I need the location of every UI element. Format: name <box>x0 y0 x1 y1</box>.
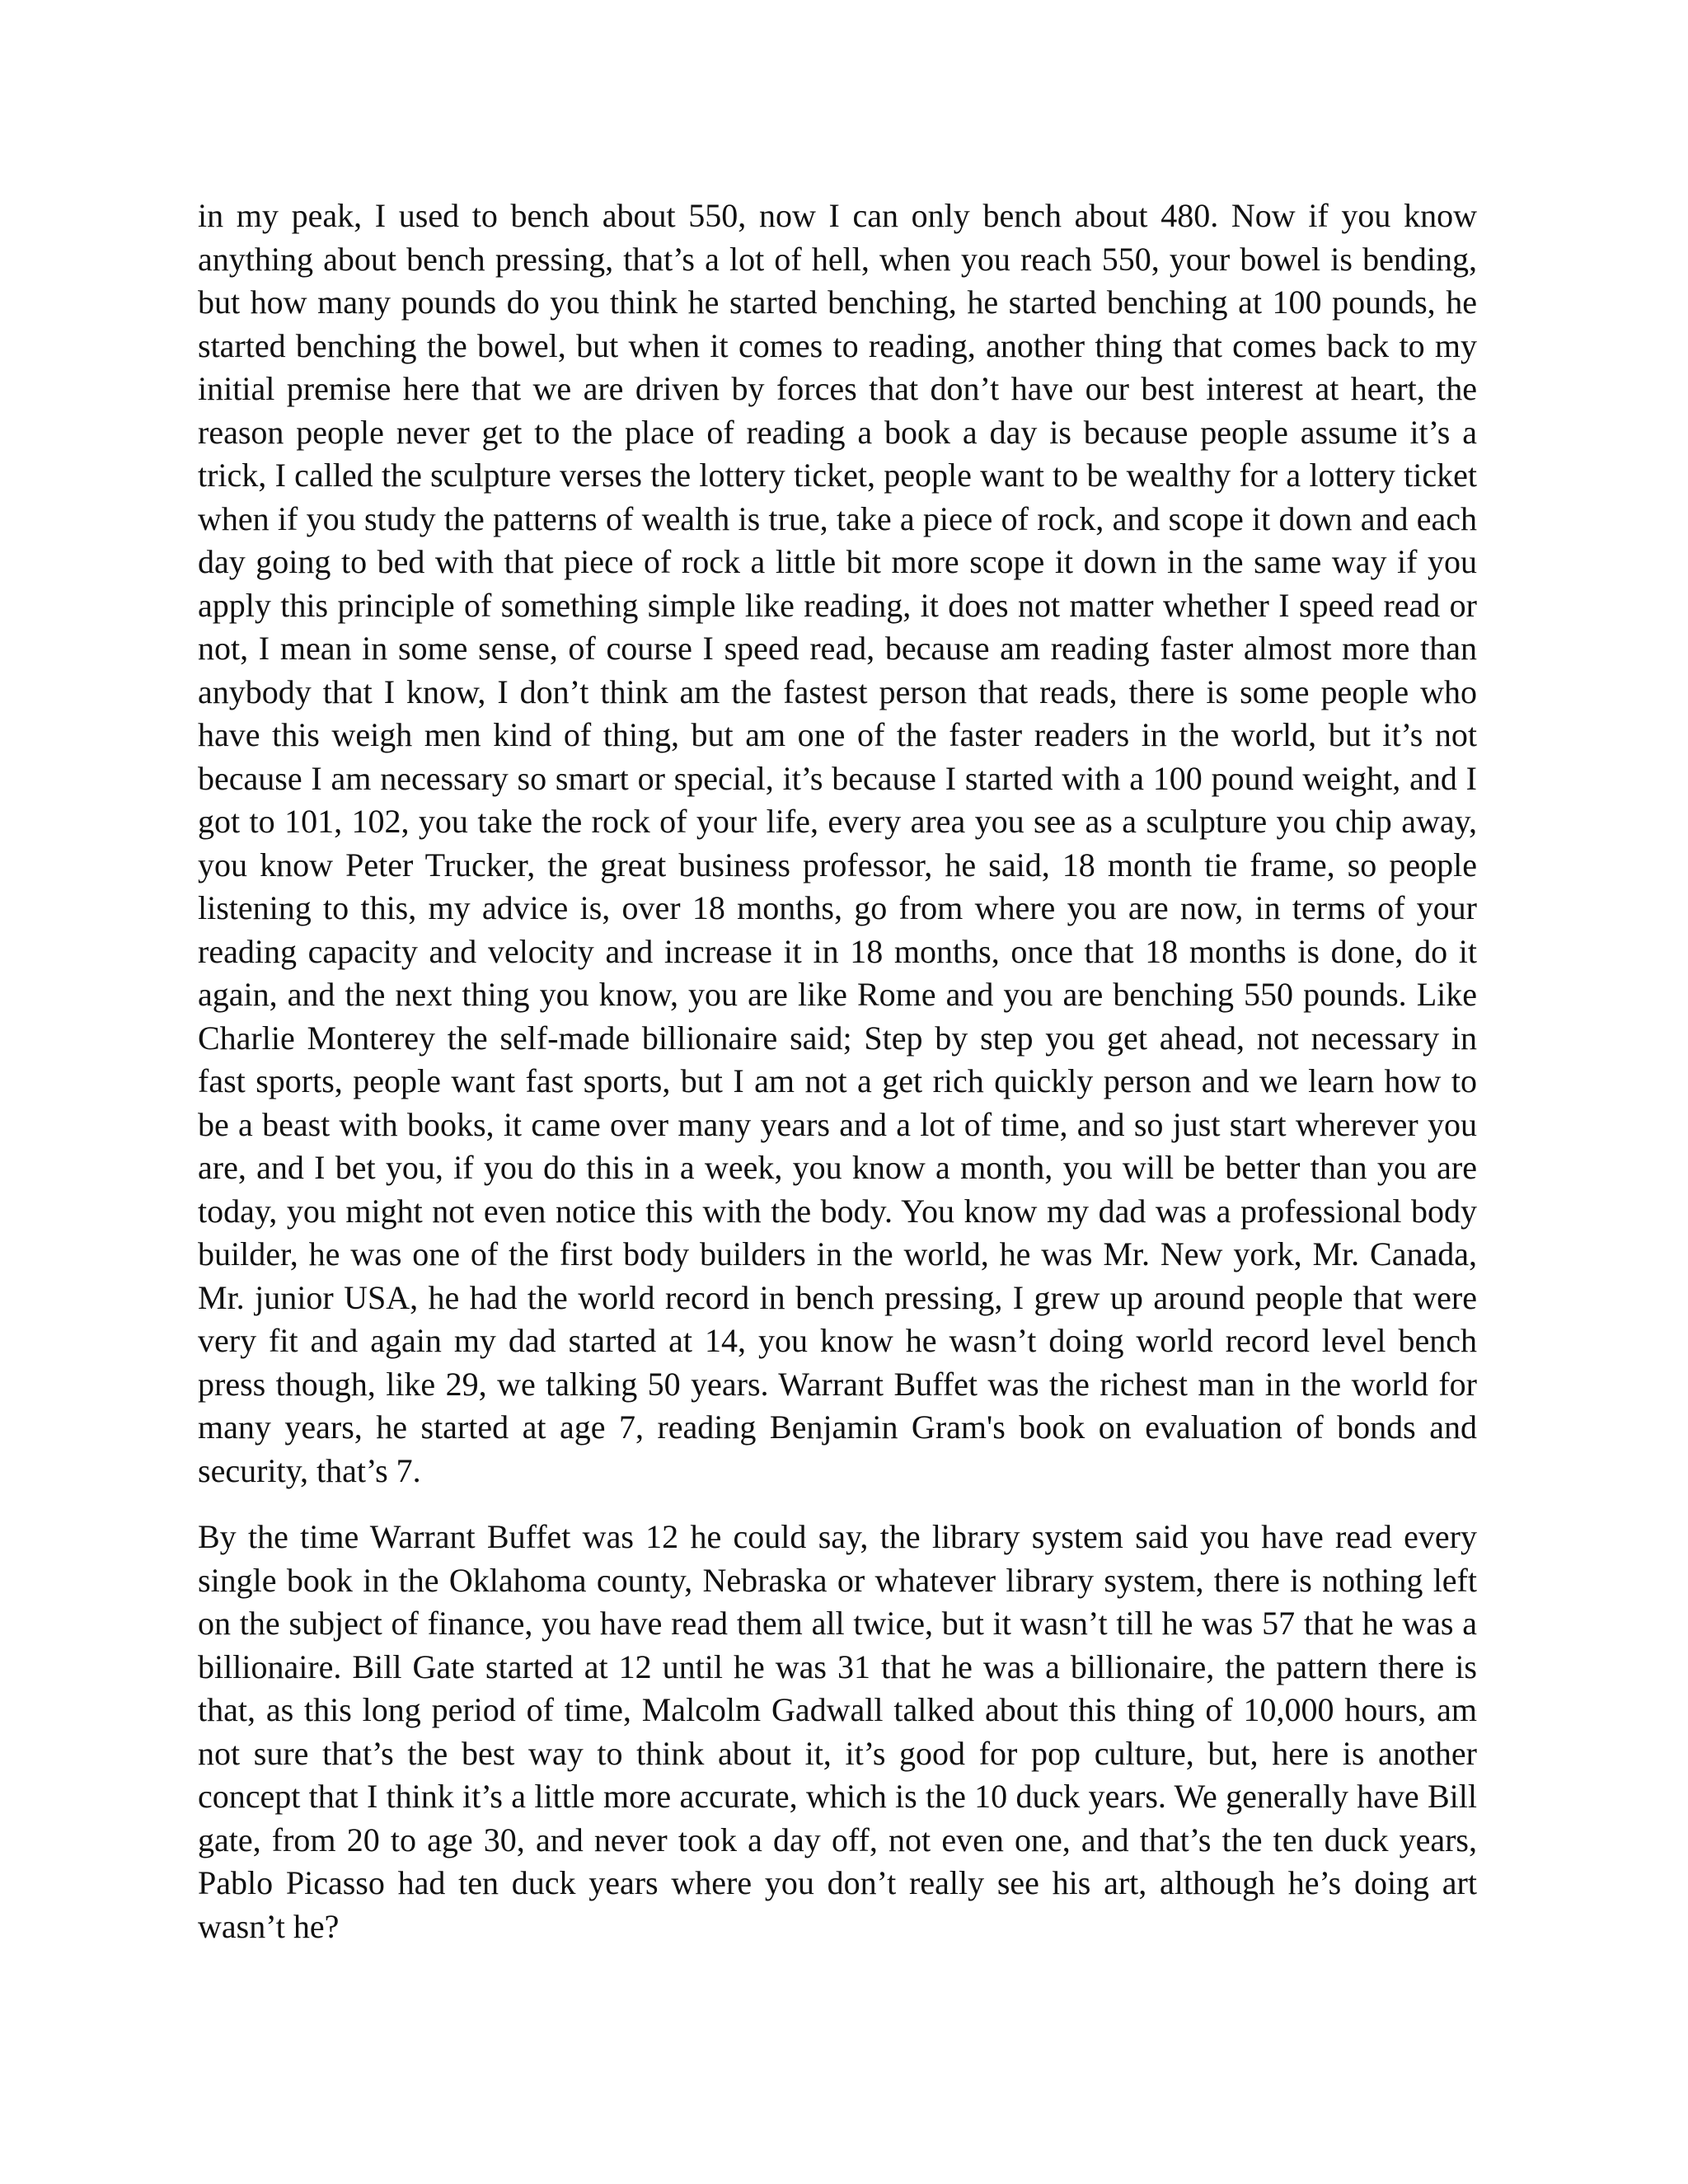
paragraph-2: By the time Warrant Buffet was 12 he could say, the library system said you have read every single book in the Oklahoma county, Nebraska or whatever library system, there is nothing left on the subject of finance, you have read them all twice, but it wasn’t till he was 57 that he was a billionaire. Bill Gate started at 12 until he was 31 that he was a billionaire, the pattern there is that, as this long period of time, Malcolm Gadwall talked about this thing of 10,000 hours, am not sure that’s the best way to think about it, it’s good for pop culture, but, here is another concept that I think it’s a little more accurate, which is the 10 duck years. We generally have Bill gate, from 20 to age 30, and never took a day off, not even one, and that’s the ten duck years, Pablo Picasso had ten duck years where you don’t really see his art, although he’s doing art wasn’t he? <box>198 1518 1477 1945</box>
document-body <box>198 194 1477 1948</box>
paragraph-1: in my peak, I used to bench about 550, now I can only bench about 480. Now if you know anything about bench pressing, that’s a lot of hell, when you reach 550, your bowel is bending, but how many pounds do you think he started benching, he started benching at 100 pounds, he started benching the bowel, but when it comes to reading, another thing that comes back to my initial premise here that we are driven by forces that don’t have our best interest at heart, the reason people never get to the place of reading a book a day is because people assume it’s a trick, I called the sculpture verses the lottery ticket, people want to be wealthy for a lottery ticket when if you study the patterns of wealth is true, take a piece of rock, and scope it down and each day going to bed with that piece of rock a little bit more scope it down in the same way if you apply this principle of something simple like reading, it does not matter whether I speed read or not, I mean in some sense, of course I speed read, because am reading faster almost more than anybody that I know, I don’t think am the fastest person that reads, there is some people who have this weigh men kind of thing, but am one of the faster readers in the world, but it’s not because I am necessary so smart or special, it’s because I started with a 100 pound weight, and I got to 101, 102, you take the rock of your life, every area you see as a sculpture you chip away, you know Peter Trucker, the great business professor, he said, 18 month tie frame, so people listening to this, my advice is, over 18 months, go from where you are now, in terms of your reading capacity and velocity and increase it in 18 months, once that 18 months is done, do it again, and the next thing you know, you are like Rome and you are benching 550 pounds. Like Charlie Monterey the self-made billionaire said; Step by step you get ahead, not necessary in fast sports, people want fast sports, but I am not a get rich quickly person and we learn how to be a beast with books, it came over many years and a lot of time, and so just start wherever you are, and I bet you, if you do this in a week, you know a month, you will be better than you are today, you might not even notice this with the body. You know my dad was a professional body builder, he was one of the first body builders in the world, he was Mr. New york, Mr. Canada, Mr. junior USA, he had the world record in bench pressing, I grew up around people that were very fit and again my dad started at 14, you know he wasn’t doing world record level bench press though, like 29, we talking 50 years. Warrant Buffet was the richest man in the world for many years, he started at age 7, reading Benjamin Gram's book on evaluation of bonds and security, that’s 7. <box>198 197 1477 1489</box>
